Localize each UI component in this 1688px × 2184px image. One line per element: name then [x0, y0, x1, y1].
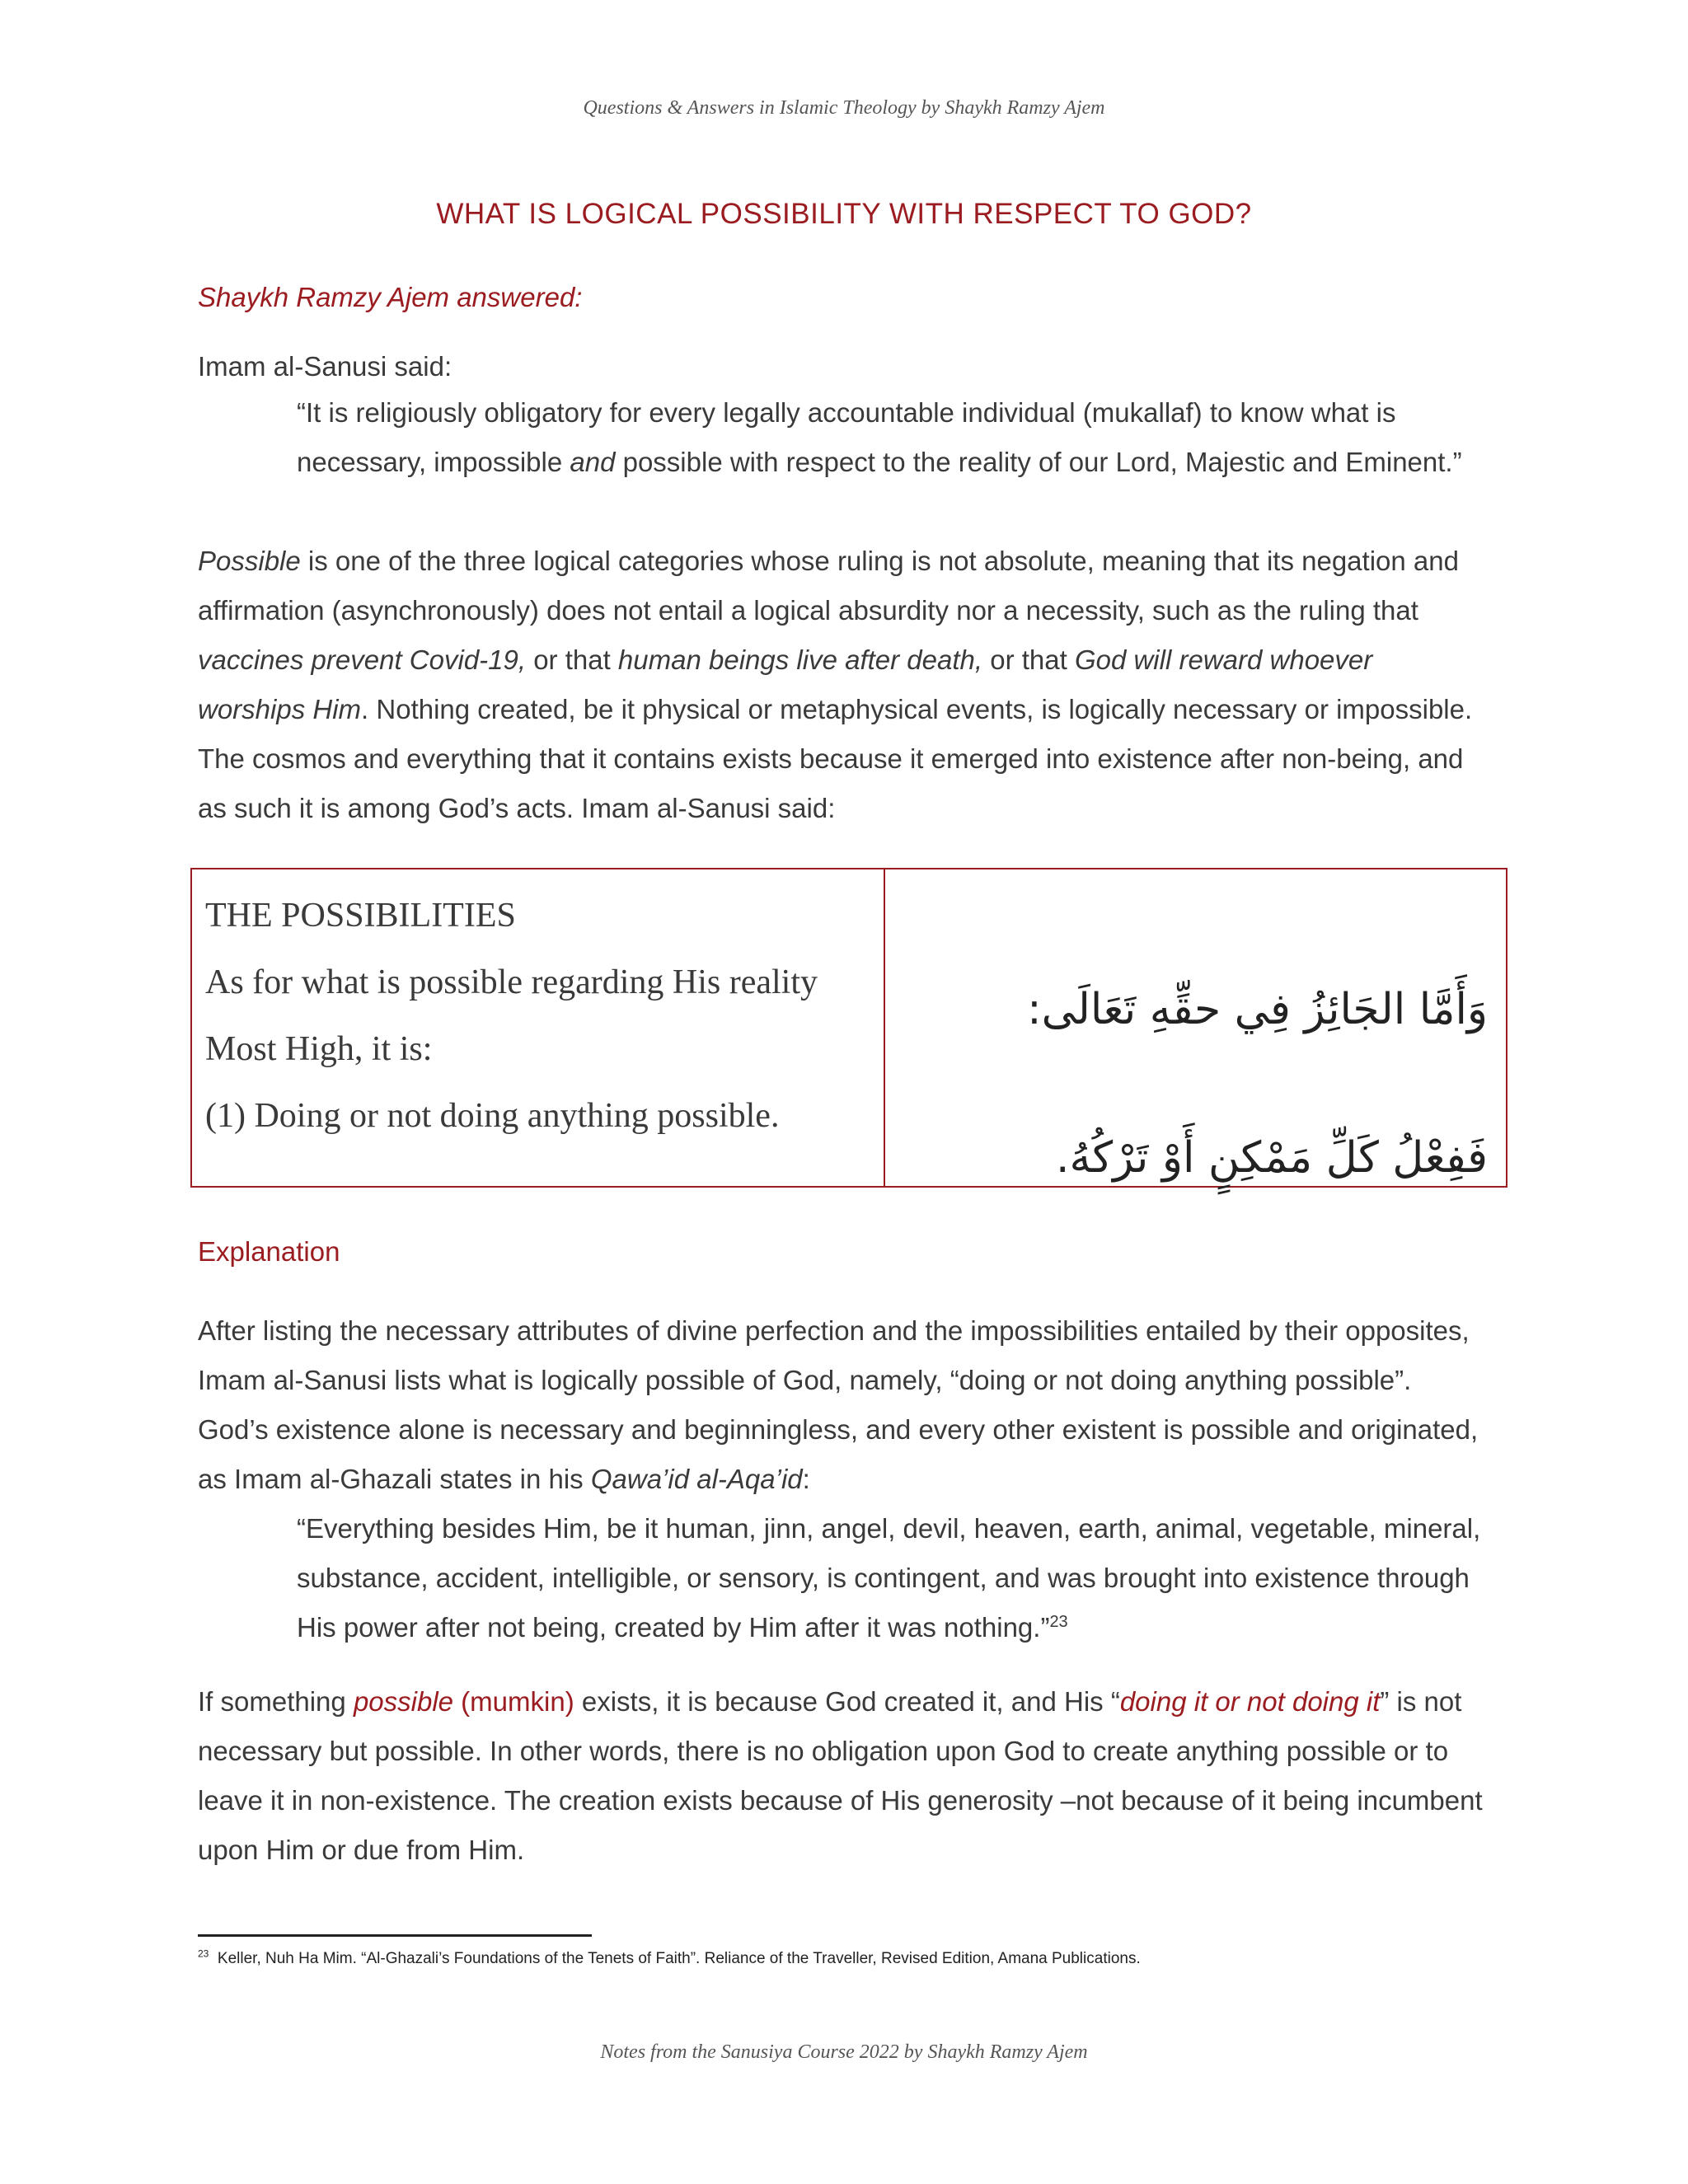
section-heading-explanation: Explanation — [198, 1236, 340, 1267]
running-header: Questions & Answers in Islamic Theology by Shaykh Ramzy Ajem — [583, 97, 1105, 119]
term-mumkin: (mumkin) — [453, 1686, 574, 1717]
byline: Shaykh Ramzy Ajem answered: — [198, 282, 583, 312]
para1-text: or that — [982, 644, 1075, 675]
para3-text: exists, it is because God created it, and His “ — [574, 1686, 1120, 1717]
quote-text-b: possible with respect to the reality of our Lord, Majestic and Eminent.” — [615, 447, 1462, 477]
intro-line: Imam al-Sanusi said: — [198, 351, 452, 382]
quote-obligation — [297, 388, 1484, 487]
box-line: Most High, it is: — [205, 1030, 433, 1068]
box-line: As for what is possible regarding His reality — [205, 963, 818, 1001]
footnote — [198, 1947, 1141, 1968]
term-possible: Possible — [198, 546, 301, 576]
arabic-line: وَأَمَّا الجَائِزُ فِي حقِّهِ تَعَالَى: — [1027, 985, 1488, 1034]
para2-text: After listing the necessary attributes of divine perfection and the impossibilities entailed by their opposites, Imam al-Sanusi lists what is logically possible of God, namely, “doing or not doing anything possible”. God’s existence alone is necessary and beginningless, and every other existent is possible and originated, as Imam al-Ghazali states in his — [198, 1315, 1479, 1494]
running-footer: Notes from the Sanusiya Course 2022 by Shaykh Ramzy Ajem — [600, 2041, 1088, 2063]
example-reward: God will reward whoever worships Him — [198, 644, 1373, 724]
arabic-line: فَفِعْلُ كَلِّ مَمْكِنٍ أَوْ تَرْكُهُ. — [1056, 1133, 1488, 1183]
arabic-column — [885, 869, 1506, 1186]
paragraph-mumkin — [198, 1677, 1484, 1875]
paragraph-possible — [198, 537, 1484, 833]
quote-text-a: “It is religiously obligatory for every legally accountable individual (mukallaf) to know what is necessary, impossible — [297, 397, 1396, 477]
book-title: Qawa’id al-Aqa’id — [590, 1464, 803, 1494]
term-possible-red: possible — [353, 1686, 454, 1717]
footnote-divider — [198, 1934, 592, 1937]
term-doing: doing it or not doing it — [1119, 1686, 1381, 1717]
example-afterlife: human beings live after death, — [617, 644, 983, 675]
footnote-ref[interactable]: 23 — [1049, 1613, 1068, 1631]
para3-text: If something — [198, 1686, 354, 1717]
quote-text: “Everything besides Him, be it human, jinn, angel, devil, heaven, earth, animal, vegetable, mineral, substance, accident, intelligible, or sensory, is contingent, and was brought into existence through His power after not being, created by Him after it was nothing.” — [297, 1513, 1481, 1643]
para1-text: or that — [526, 644, 618, 675]
example-vaccines: vaccines prevent Covid-19, — [198, 644, 527, 675]
quote-emphasis: and — [570, 447, 616, 477]
box-line: (1) Doing or not doing anything possible. — [205, 1097, 780, 1135]
text-box-possibilities — [190, 868, 1507, 1188]
quote-ghazali — [297, 1504, 1484, 1652]
footnote-text: Keller, Nuh Ha Mim. “Al-Ghazali’s Foundations of the Tenets of Faith”. Reliance of the Traveller, Revised Edition, Amana Publications. — [217, 1950, 1141, 1967]
english-column — [192, 869, 885, 1186]
page-title: WHAT IS LOGICAL POSSIBILITY WITH RESPECT TO GOD? — [436, 198, 1252, 230]
footnote-number: 23 — [198, 1947, 209, 1960]
para2-text: : — [802, 1464, 810, 1494]
box-heading: THE POSSIBILITIES — [205, 897, 516, 935]
paragraph-explanation — [198, 1306, 1484, 1504]
para3-text: ” is not necessary but possible. In other words, there is no obligation upon God to create anything possible or to leave it in non-existence. The creation exists because of His generosity –not because of it being incumbent upon Him or due from Him. — [198, 1686, 1483, 1865]
para1-text: is one of the three logical categories whose ruling is not absolute, meaning that its negation and affirmation (asynchronously) does not entail a logical absurdity nor a necessity, such as the ruling that — [198, 546, 1459, 626]
para1-text: . Nothing created, be it physical or metaphysical events, is logically necessary or impossible. The cosmos and everything that it contains exists because it emerged into existence after non-being, and as such it is among God’s acts. Imam al-Sanusi said: — [198, 694, 1473, 823]
